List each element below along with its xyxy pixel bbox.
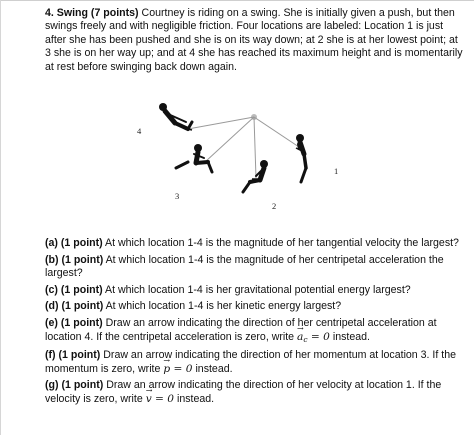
vector-symbol: → p bbox=[163, 363, 170, 377]
math-expression bbox=[146, 393, 174, 405]
location-label-3: 3 bbox=[175, 191, 180, 201]
question-prefix: (b) (1 point) bbox=[45, 253, 104, 266]
question-f bbox=[45, 349, 465, 376]
location-label-1: 1 bbox=[334, 166, 339, 176]
page-border-left bbox=[0, 0, 1, 435]
problem-text: Courtney is riding on a swing. She is initially given a push, but then swings freely and with negligible friction. Four locations are labeled: Location 1 is just after she has been pushed and she is on its way down; at 2 she is at her lowest point; at 3 she is on her way up; and at 4 she has reached its maximum height and is momentarily at rest before swinging back down again. bbox=[45, 7, 463, 73]
location-label-2: 2 bbox=[272, 201, 277, 211]
math-expression bbox=[163, 363, 192, 375]
question-c bbox=[45, 284, 465, 298]
question-d bbox=[45, 300, 465, 314]
question-prefix: (e) (1 point) bbox=[45, 316, 103, 329]
rope-1 bbox=[254, 117, 299, 147]
rope-3 bbox=[205, 117, 254, 162]
vector-symbol: → a bbox=[297, 331, 303, 345]
math-equals: = 0 bbox=[170, 362, 193, 375]
question-text: At which location 1-4 is the magnitude of her centripetal acceleration the largest? bbox=[45, 253, 444, 280]
math-equals: = 0 bbox=[151, 392, 175, 405]
location-label-4: 4 bbox=[137, 126, 142, 136]
question-suffix: instead. bbox=[329, 330, 370, 343]
question-text: Draw an arrow indicating the direction of her momentum at location 3. If the momentum is zero, write bbox=[45, 349, 456, 375]
question-e bbox=[45, 317, 465, 346]
swinger-location-3 bbox=[176, 144, 212, 172]
math-expression bbox=[297, 331, 330, 343]
question-suffix: instead. bbox=[174, 392, 215, 405]
question-text: Draw an arrow indicating the direction of her centripetal acceleration at location 4. If the centripetal acceleration is zero, write bbox=[45, 316, 437, 343]
question-prefix: (a) (1 point) bbox=[45, 237, 103, 249]
vector-symbol: → v bbox=[146, 393, 152, 407]
question-a bbox=[45, 237, 465, 251]
swing-figure bbox=[128, 92, 348, 217]
problem-heading: 4. Swing (7 points) bbox=[45, 7, 139, 19]
question-text: Draw an arrow indicating the direction of her velocity at location 1. If the velocity is zero, write bbox=[45, 379, 442, 405]
problem-intro bbox=[45, 7, 465, 74]
question-list bbox=[45, 237, 465, 410]
question-prefix: (f) (1 point) bbox=[45, 349, 101, 362]
question-text: At which location 1-4 is her gravitational potential energy largest? bbox=[105, 283, 411, 296]
swinger-location-1 bbox=[296, 134, 306, 182]
vector-subscript: c bbox=[303, 334, 308, 344]
question-b bbox=[45, 254, 465, 281]
question-text: At which location 1-4 is her kinetic energy largest? bbox=[105, 300, 342, 313]
swinger-location-4 bbox=[159, 103, 192, 130]
question-prefix: (g) (1 point) bbox=[45, 379, 104, 392]
rope-4 bbox=[188, 117, 254, 129]
question-prefix: (d) (1 point) bbox=[45, 300, 104, 313]
page-border-top bbox=[0, 0, 474, 1]
question-g bbox=[45, 379, 465, 406]
question-suffix: instead. bbox=[192, 362, 233, 375]
question-prefix: (c) (1 point) bbox=[45, 283, 103, 296]
math-equals: = 0 bbox=[307, 330, 330, 343]
rope-2 bbox=[254, 117, 256, 178]
question-text: At which location 1-4 is the magnitude of her tangential velocity the largest? bbox=[105, 237, 459, 249]
